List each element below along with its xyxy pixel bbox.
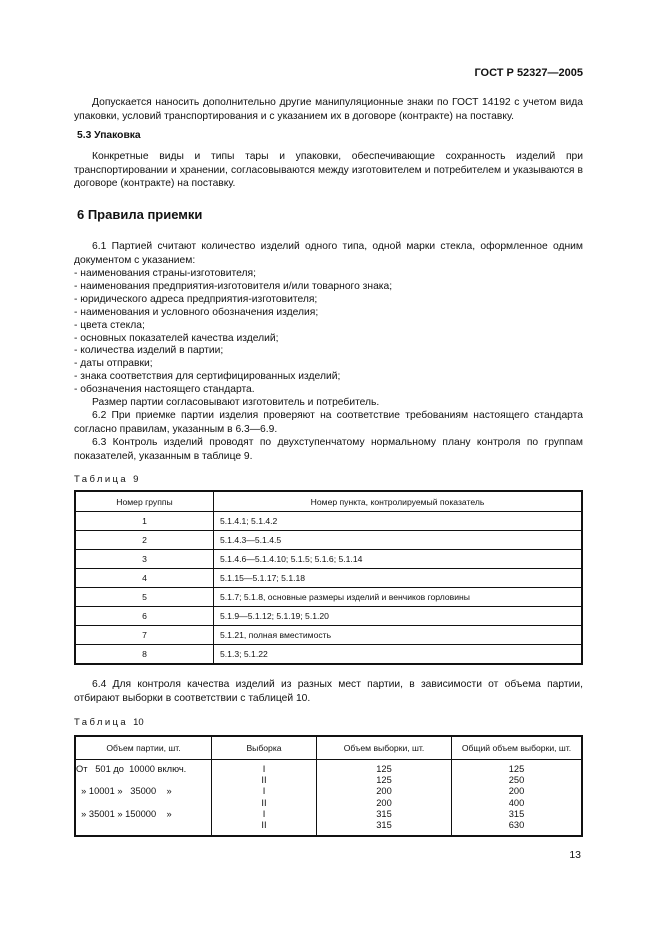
clause-cell: 5.1.9—5.1.12; 5.1.19; 5.1.20 — [214, 607, 583, 626]
paragraph-6-2: 6.2 При приемке партии изделия проверяют на соответствие требованиям настоящего стандарта согласно правилам, указанным в 6.3—6.9. — [74, 410, 583, 435]
group-cell: 8 — [75, 645, 214, 665]
table-row — [75, 512, 582, 531]
table-9-caption — [74, 474, 138, 485]
clause-cell: 5.1.15—5.1.17; 5.1.18 — [214, 569, 583, 588]
header-sample: Выборка — [212, 736, 317, 760]
paragraph-6-1: 6.1 Партией считают количество изделий одного типа, одной марки стекла, оформленное одним документом с указанием: — [74, 241, 583, 266]
sample-value: II — [261, 797, 267, 808]
section-5-3-text: Конкретные виды и типы тары и упаковки, обеспечивающие сохранность изделий при транспортировании и хранении, согласовываются между изготовителем и потребителем и указываются в договоре (контракте) на поставку. — [74, 151, 583, 190]
paragraph-6-4: 6.4 Для контроля качества изделий из разных мест партии, в зависимости от объема партии, отбирают выборки в соответствии с таблицей 10. — [74, 679, 583, 704]
table-10 — [74, 735, 583, 837]
clause-cell: 5.1.4.6—5.1.4.10; 5.1.5; 5.1.6; 5.1.14 — [214, 550, 583, 569]
group-cell: 4 — [75, 569, 214, 588]
table-row — [75, 588, 582, 607]
table-row — [75, 645, 582, 665]
sample-value: I — [262, 808, 266, 819]
lot-size-paragraph: Размер партии согласовывают изготовитель и потребитель. — [92, 397, 380, 408]
header-lot-size: Объем партии, шт. — [75, 736, 212, 760]
caption-number: 10 — [133, 717, 144, 728]
header-sample-size: Объем выборки, шт. — [317, 736, 452, 760]
list-item: - знака соответствия для сертифицированных изделий; — [74, 371, 341, 383]
list-item: - даты отправки; — [74, 358, 153, 370]
sample-value: II — [261, 820, 267, 831]
table-row — [75, 607, 582, 626]
lot-size-cell — [75, 760, 212, 837]
sample-value: I — [262, 786, 266, 797]
section-6-title: 6 Правила приемки — [77, 207, 203, 222]
table-row — [75, 569, 582, 588]
total-size-cell — [452, 760, 583, 837]
lot-size-line: От 501 до 10000 включ. — [76, 764, 187, 774]
total-size-value: 400 — [508, 797, 525, 808]
lot-size-line — [76, 820, 211, 831]
lot-size-line: » 35001 » 150000 » — [76, 808, 172, 819]
clause-cell: 5.1.4.3—5.1.4.5 — [214, 531, 583, 550]
paragraph-6-3: 6.3 Контроль изделий проводят по двухступенчатому нормальному плану контроля по группам показателей, указанным в таблице 9. — [74, 437, 583, 462]
table-9 — [74, 490, 583, 665]
table-10-caption — [74, 717, 144, 728]
header-group-number: Номер группы — [75, 491, 214, 512]
sample-size-value: 200 — [376, 786, 392, 797]
clause-cell: 5.1.3; 5.1.22 — [214, 645, 583, 665]
list-item: - наименования страны-изготовителя; — [74, 268, 256, 279]
table-row — [75, 550, 582, 569]
group-cell: 5 — [75, 588, 214, 607]
lot-size-line — [76, 775, 211, 786]
table-header-row — [75, 736, 582, 760]
lot-size-line — [76, 798, 211, 809]
total-size-value: 630 — [508, 820, 525, 831]
total-size-value: 200 — [508, 786, 525, 797]
group-cell: 7 — [75, 626, 214, 645]
sample-value: II — [261, 775, 267, 786]
caption-number: 9 — [133, 474, 139, 485]
section-5-3-title: 5.3 Упаковка — [77, 130, 141, 141]
caption-word: Таблица — [74, 717, 129, 728]
list-item: - основных показателей качества изделий; — [74, 332, 279, 344]
sample-cell — [212, 760, 317, 837]
table-row — [75, 531, 582, 550]
caption-word: Таблица — [74, 474, 129, 485]
intro-paragraph: Допускается наносить дополнительно другие манипуляционные знаки по ГОСТ 14192 с учетом вида упаковки, условий транспортирования и с указанием их в договоре (контракте) на поставку. — [74, 97, 583, 122]
table-row — [75, 626, 582, 645]
lot-size-line: » 10001 » 35000 » — [76, 786, 172, 797]
page-number: 13 — [569, 849, 581, 861]
sample-size-cell — [317, 760, 452, 837]
sample-size-value: 125 — [376, 775, 392, 786]
total-size-value: 315 — [508, 808, 525, 819]
total-size-value: 125 — [508, 764, 525, 774]
list-item: - юридического адреса предприятия-изготовителя; — [74, 293, 318, 305]
clause-cell: 5.1.4.1; 5.1.4.2 — [214, 512, 583, 531]
list-item: - наименования предприятия-изготовителя и/или товарного знака; — [74, 280, 393, 292]
total-size-value: 250 — [508, 775, 525, 786]
sample-size-value: 200 — [376, 797, 392, 808]
list-item: - обозначения настоящего стандарта. — [74, 384, 255, 396]
group-cell: 3 — [75, 550, 214, 569]
group-cell: 1 — [75, 512, 214, 531]
group-cell: 6 — [75, 607, 214, 626]
sample-size-value: 315 — [376, 808, 392, 819]
lot-document-list — [74, 268, 392, 397]
clause-cell: 5.1.7; 5.1.8, основные размеры изделий и венчиков горловины — [214, 588, 583, 607]
sample-size-value: 125 — [376, 764, 392, 774]
table-row — [75, 760, 582, 837]
group-cell: 2 — [75, 531, 214, 550]
table-header-row — [75, 491, 582, 512]
list-item: - цвета стекла; — [74, 319, 145, 331]
list-item: - количества изделий в партии; — [74, 345, 224, 357]
sample-value: I — [262, 764, 266, 774]
list-item: - наименования и условного обозначения изделия; — [74, 306, 319, 318]
header-clause-number: Номер пункта, контролируемый показатель — [214, 491, 583, 512]
document-code: ГОСТ Р 52327—2005 — [474, 67, 583, 79]
sample-size-value: 315 — [376, 820, 392, 831]
header-total-sample-size: Общий объем выборки, шт. — [452, 736, 583, 760]
clause-cell: 5.1.21, полная вместимость — [214, 626, 583, 645]
